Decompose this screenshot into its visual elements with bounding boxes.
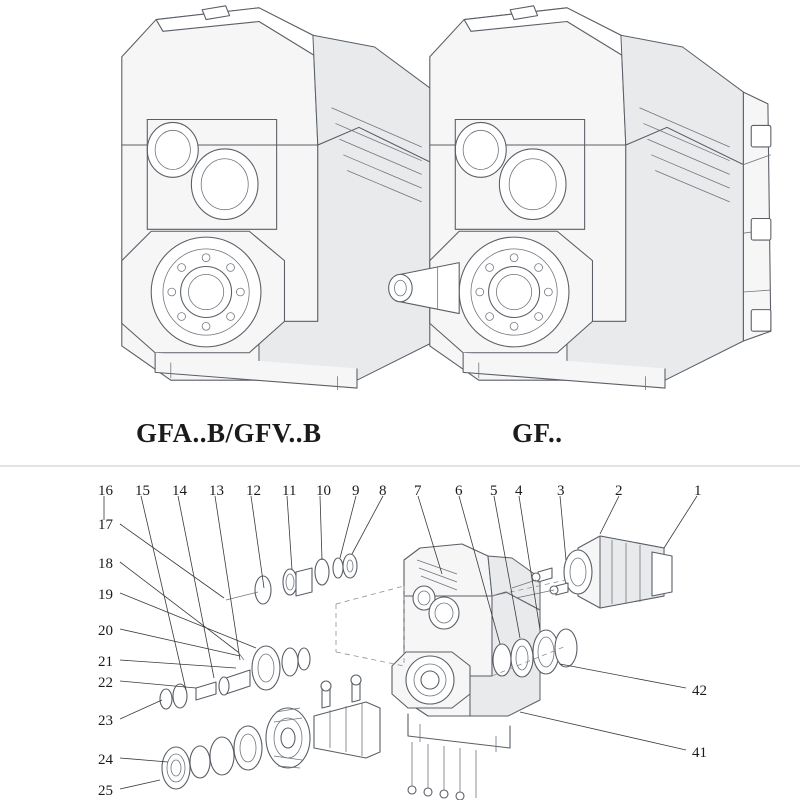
leader-lines-right <box>520 664 686 750</box>
callout-left-18: 18 <box>98 556 113 572</box>
callout-top-12: 12 <box>246 483 261 499</box>
callout-left-20: 20 <box>98 623 113 639</box>
exploded-motor-adapter <box>564 536 672 608</box>
callout-top-6: 6 <box>455 483 463 499</box>
callout-top-8: 8 <box>379 483 387 499</box>
exploded-assembly <box>104 496 697 800</box>
gearbox-view-left <box>122 6 463 390</box>
callout-top-2: 2 <box>615 483 623 499</box>
callout-top-11: 11 <box>282 483 297 499</box>
callout-top-13: 13 <box>209 483 224 499</box>
callout-top-14: 14 <box>172 483 187 499</box>
caption-gf: GF.. <box>512 418 563 448</box>
caption-gfa-b-gfv-b: GFA..B/GFV..B <box>136 418 322 448</box>
callout-top-5: 5 <box>490 483 498 499</box>
callout-left-25: 25 <box>98 783 113 799</box>
callout-top-7: 7 <box>414 483 422 499</box>
callout-top-4: 4 <box>515 483 523 499</box>
callout-right-41: 41 <box>692 745 707 761</box>
gearbox-view-right <box>389 6 771 390</box>
exploded-mid-shaft <box>160 646 310 709</box>
callout-top-16: 16 <box>98 483 113 499</box>
exploded-bottom-fasteners <box>408 742 476 800</box>
callout-top-3: 3 <box>557 483 565 499</box>
callout-top-1: 1 <box>694 483 702 499</box>
callout-left-24: 24 <box>98 752 113 768</box>
callout-left-17: 17 <box>98 517 113 533</box>
callout-left-23: 23 <box>98 713 113 729</box>
exploded-lower-shaft <box>162 675 380 789</box>
callout-top-9: 9 <box>352 483 360 499</box>
callout-top-10: 10 <box>316 483 331 499</box>
callout-left-22: 22 <box>98 675 113 691</box>
callout-left-21: 21 <box>98 654 113 670</box>
callout-right-42: 42 <box>692 683 707 699</box>
callout-top-15: 15 <box>135 483 150 499</box>
callout-left-19: 19 <box>98 587 113 603</box>
